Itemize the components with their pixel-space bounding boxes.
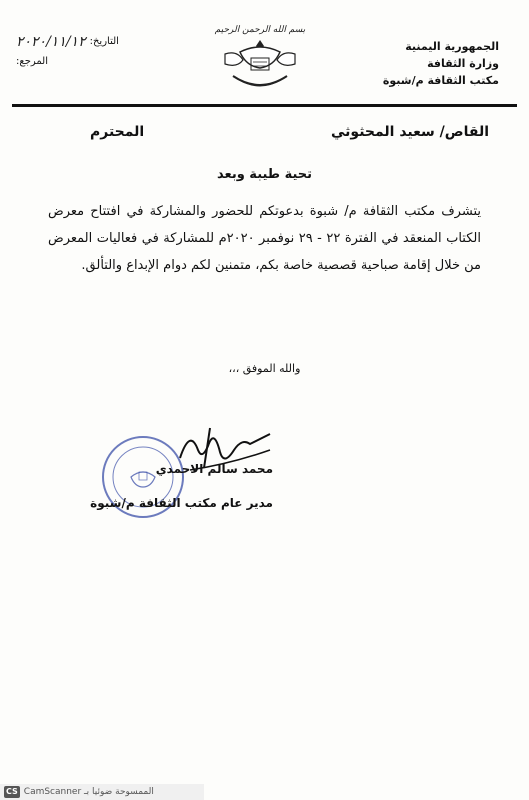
recipient-honorific: المحترم [90,124,145,140]
office-name: مكتب الثقافة م/شبوة [382,74,499,87]
recipient-line [90,124,489,140]
signatory-name: محمد سالم الاحمدي [155,462,273,476]
camscanner-logo-icon: CS [6,787,18,796]
recipient-name: القاص/ سعيد المحثوثي [331,124,489,140]
handwritten-signature-icon [150,420,310,500]
signatory-title: مدير عام مكتب الثقافة م/شبوة [90,496,273,510]
letterhead-right [349,38,499,89]
closing-line: والله الموفق ،،، [228,362,301,375]
yemen-emblem-icon [205,18,315,98]
letter-body: يتشرف مكتب الثقافة م/ شبوة بدعوتكم للحضور والمشاركة في افتتاح معرض الكتاب المنعقد في الفترة ٢٢ - ٢٩ نوفمبر ٢٠٢٠م للمشاركة في فعاليات المعرض من خلال إقامة صباحية قصصية خاصة بكم، متمنين لكم دوام الإبداع والتألق. [48,204,481,273]
scanner-watermark [0,784,204,800]
greeting: تحية طيبة وبعد [216,167,313,182]
ministry-name: وزارة الثقافة [427,57,499,70]
header-divider [12,104,517,107]
date-label: التاريخ: [89,36,119,47]
reference-label: المرجع: [16,56,48,67]
letterhead-left [16,32,166,72]
date-value: ٢٠٢٠/١١/١٢ [16,34,86,50]
country-name: الجمهورية اليمنية [405,40,499,53]
basmala-text: بسم الله الرحمن الرحيم [214,25,306,35]
scanner-caption: CamScanner الممسوحة ضوئيا بـ [23,787,154,797]
